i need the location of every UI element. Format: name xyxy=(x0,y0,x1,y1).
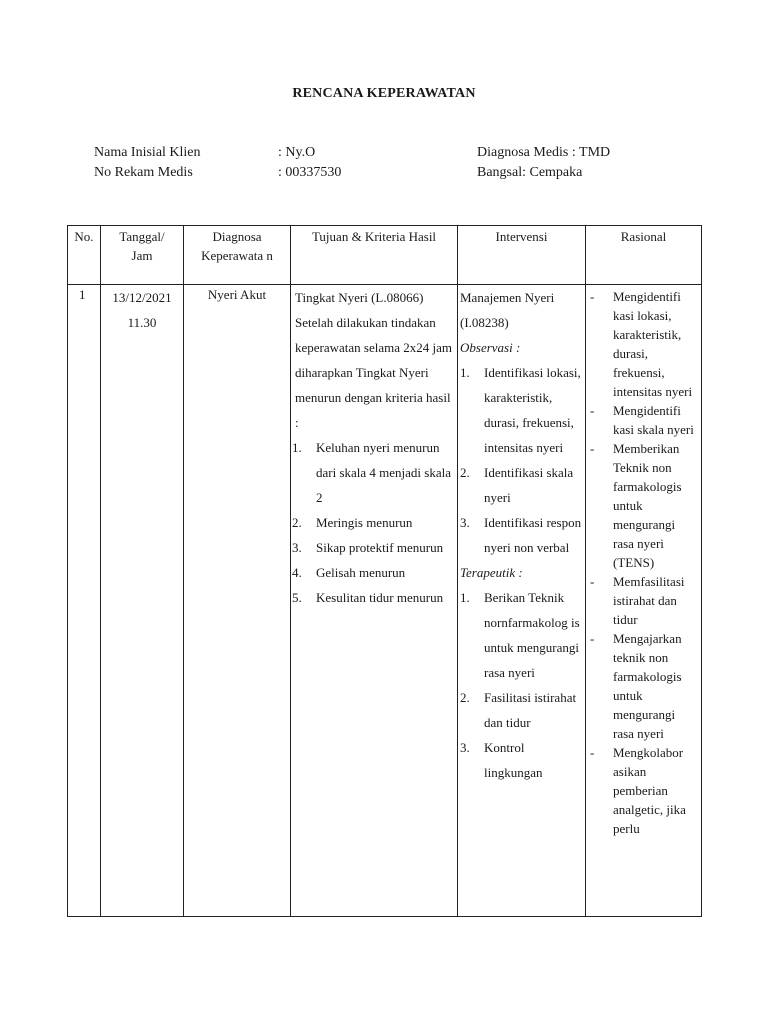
list-item: 1. Keluhan nyeri menurun dari skala 4 menjadi skala 2 xyxy=(292,440,452,505)
kriteria-list xyxy=(292,435,455,610)
terapeutik-label: Terapeutik : xyxy=(460,565,523,580)
list-item: 1. Berikan Teknik nornfarmakolog is untuk mengurangi rasa nyeri xyxy=(460,590,580,680)
nursing-plan-table xyxy=(67,225,702,917)
row-time: 11.30 xyxy=(127,315,157,330)
list-item: 3. Kontrol lingkungan xyxy=(460,740,543,780)
list-item: 2. Fasilitasi istirahat dan tidur xyxy=(460,690,577,730)
list-item: 2. Identifikasi skala nyeri xyxy=(460,465,574,505)
row-date: 13/12/2021 xyxy=(112,290,172,305)
rasional-list xyxy=(586,287,701,838)
observasi-label: Observasi : xyxy=(460,340,521,355)
header-intervensi: Intervensi xyxy=(458,226,586,285)
observasi-list xyxy=(460,360,583,560)
list-item: - Mengidentifi kasi lokasi, karakteristik, durasi, frekuensi, intensitas nyeri xyxy=(590,289,693,399)
medical-diagnosis: Diagnosa Medis : TMD xyxy=(477,145,611,160)
list-item: 2. Meringis menurun xyxy=(292,515,413,530)
list-item: 4. Gelisah menurun xyxy=(292,565,406,580)
header-tujuan: Tujuan & Kriteria Hasil xyxy=(291,226,458,285)
client-name-label: Nama Inisial Klien xyxy=(94,145,201,160)
page-title: RENCANA KEPERAWATAN xyxy=(292,86,476,101)
table-header-row xyxy=(68,226,702,285)
medical-record-value: : 00337530 xyxy=(278,165,342,180)
header-rasional: Rasional xyxy=(586,226,702,285)
list-item: 1. Identifikasi lokasi, karakteristik, durasi, frekuensi, intensitas nyeri xyxy=(460,365,581,455)
header-tanggal: Tanggal/ Jam xyxy=(101,226,184,285)
intervensi-title: Manajemen Nyeri (I.08238) xyxy=(460,290,555,330)
header-no: No. xyxy=(68,226,101,285)
client-name-value: : Ny.O xyxy=(278,145,316,160)
row-intervensi-cell xyxy=(458,285,586,917)
list-item: - Memfasilitasi istirahat dan tidur xyxy=(590,574,685,627)
ward: Bangsal: Cempaka xyxy=(477,165,583,180)
row-no: 1 xyxy=(68,285,101,917)
list-item: 3. Sikap protektif menurun xyxy=(292,540,444,555)
row-diagnosa: Nyeri Akut xyxy=(184,285,291,917)
list-item: - Mengidentifi kasi skala nyeri xyxy=(590,403,694,437)
list-item: - Mengajarkan teknik non farmakologis untuk mengurangi rasa nyeri xyxy=(590,631,682,741)
medical-record-label: No Rekam Medis xyxy=(94,165,193,180)
header-diagnosa: Diagnosa Keperawata n xyxy=(184,226,291,285)
list-item: 3. Identifikasi respon nyeri non verbal xyxy=(460,515,582,555)
list-item: - Mengkolabor asikan pemberian analgetic, jika perlu xyxy=(590,745,686,836)
table-row xyxy=(68,285,702,917)
row-tujuan-cell xyxy=(291,285,458,917)
tujuan-intro: Tingkat Nyeri (L.08066) Setelah dilakukan tindakan keperawatan selama 2x24 jam diharapkan Tingkat Nyeri menurun dengan kriteria hasil : xyxy=(295,290,453,430)
list-item: - Memberikan Teknik non farmakologis untuk mengurangi rasa nyeri (TENS) xyxy=(590,441,682,570)
terapeutik-list xyxy=(460,585,583,785)
list-item: 5. Kesulitan tidur menurun xyxy=(292,590,444,605)
row-date-cell xyxy=(101,285,184,917)
row-rasional-cell xyxy=(586,285,702,917)
